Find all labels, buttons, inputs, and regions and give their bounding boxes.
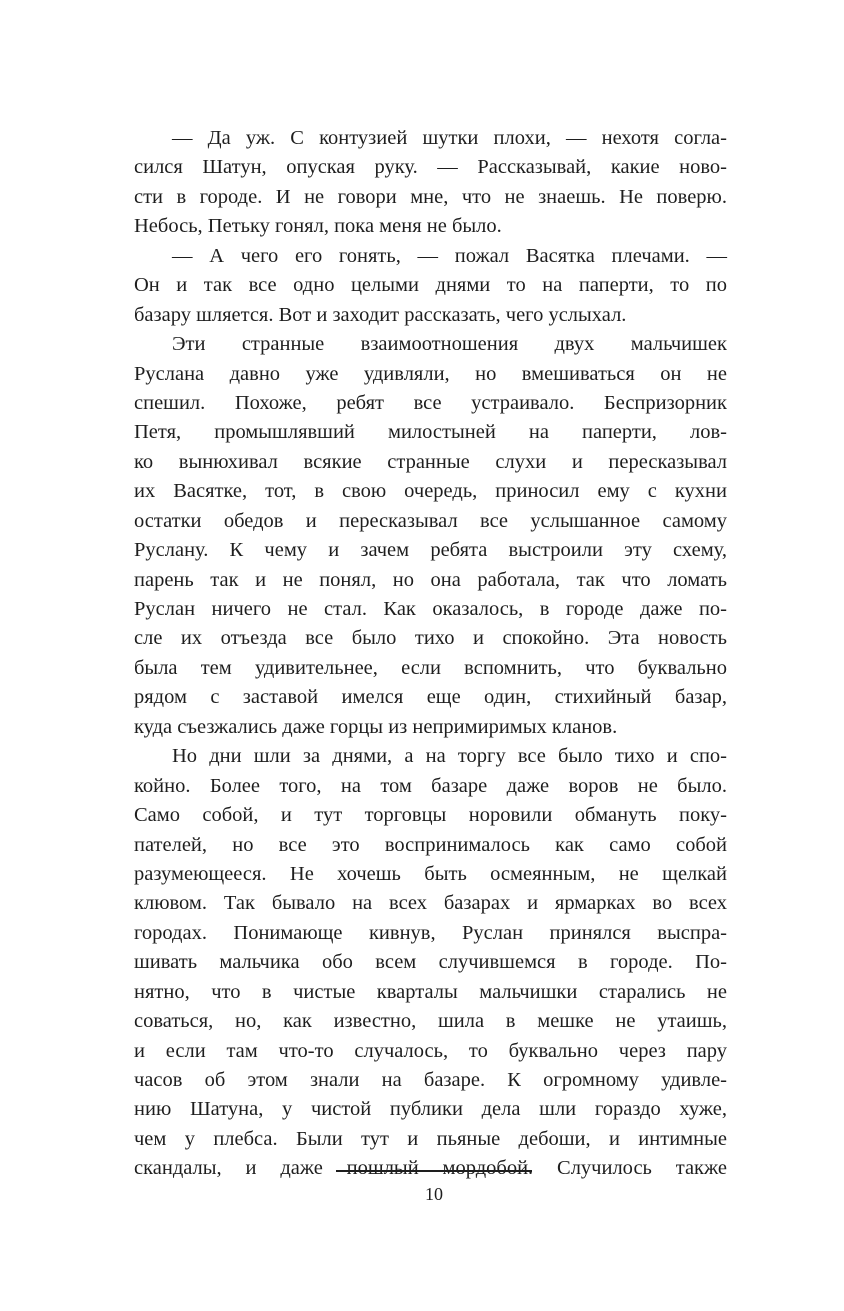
text-line: сти в городе. И не говори мне, что не знаешь. Не поверю. xyxy=(134,185,727,208)
text-line: Само собой, и тут торговцы норовили обмануть поку- xyxy=(134,804,727,827)
text-line: Руслан ничего не стал. Как оказалось, в городе даже по- xyxy=(134,598,727,620)
text-line: ко вынюхивал всякие странные слухи и пересказывал xyxy=(134,450,727,473)
text-line: парень так и не понял, но она работала, так что ломать xyxy=(134,568,727,591)
text-line: Руслану. К чему и зачем ребята выстроили эту схему, xyxy=(134,539,727,562)
text-line: койно. Более того, на том базаре даже воров не было. xyxy=(134,774,727,797)
text-line: часов об этом знали на базаре. К огромному удивле- xyxy=(134,1069,727,1091)
text-line: городах. Понимающе кивнув, Руслан принялся выспра- xyxy=(134,921,727,944)
text-line: чем у плебса. Были тут и пьяные дебоши, и интимные xyxy=(134,1127,727,1150)
text-line: Эти странные взаимоотношения двух мальчишек xyxy=(172,333,727,356)
text-line: была тем удивительнее, если вспомнить, что буквально xyxy=(134,656,727,679)
text-line: спешил. Похоже, ребят все устраивало. Беспризорник xyxy=(134,391,727,414)
text-line: их Васятке, тот, в свою очередь, приносил ему с кухни xyxy=(134,480,727,503)
text-line: нятно, что в чистые кварталы мальчишки старались не xyxy=(134,980,727,1003)
text-line: — А чего его гонять, — пожал Васятка плечами. — xyxy=(172,244,727,267)
text-line: пателей, но все это воспринималось как само собой xyxy=(134,833,727,856)
text-line: — Да уж. С контузией шутки плохи, — нехотя согла- xyxy=(172,127,727,149)
page-text xyxy=(134,124,727,1184)
text-line: разумеющееся. Не хочешь быть осмеянным, не щелкай xyxy=(134,862,727,885)
text-line: соваться, но, как известно, шила в мешке не утаишь, xyxy=(134,1010,727,1033)
text-line: нию Шатуна, у чистой публики дела шли гораздо хуже, xyxy=(134,1098,727,1121)
text-line: остатки обедов и пересказывал все услышанное самому xyxy=(134,509,727,532)
footer-rule xyxy=(336,1170,532,1172)
page-number: 10 xyxy=(425,1184,443,1204)
text-line: рядом с заставой имелся еще один, стихийный базар, xyxy=(134,686,727,709)
text-line: Но дни шли за днями, а на торгу все было тихо и спо- xyxy=(172,745,727,768)
text-line: скандалы, и даже пошлый мордобой. Случилось также xyxy=(134,1157,727,1180)
text-line: клювом. Так бывало на всех базарах и ярмарках во всех xyxy=(134,892,727,915)
text-line: шивать мальчика обо всем случившемся в городе. По- xyxy=(134,951,727,974)
text-line: базару шляется. Вот и заходит рассказать, чего услыхал. xyxy=(134,303,627,326)
text-line: сле их отъезда все было тихо и спокойно. Эта новость xyxy=(134,627,727,650)
text-line: сился Шатун, опуская руку. — Рассказывай, какие ново- xyxy=(134,156,727,179)
text-line: Руслана давно уже удивляли, но вмешиваться он не xyxy=(134,362,727,385)
text-line: и если там что-то случалось, то буквально через пару xyxy=(134,1039,727,1062)
text-line: Петя, промышлявший милостыней на паперти, лов- xyxy=(134,421,727,444)
text-line: куда съезжались даже горцы из непримиримых кланов. xyxy=(134,715,618,738)
text-line: Он и так все одно целыми днями то на паперти, то по xyxy=(134,274,727,297)
text-line: Небось, Петьку гонял, пока меня не было. xyxy=(134,215,502,238)
